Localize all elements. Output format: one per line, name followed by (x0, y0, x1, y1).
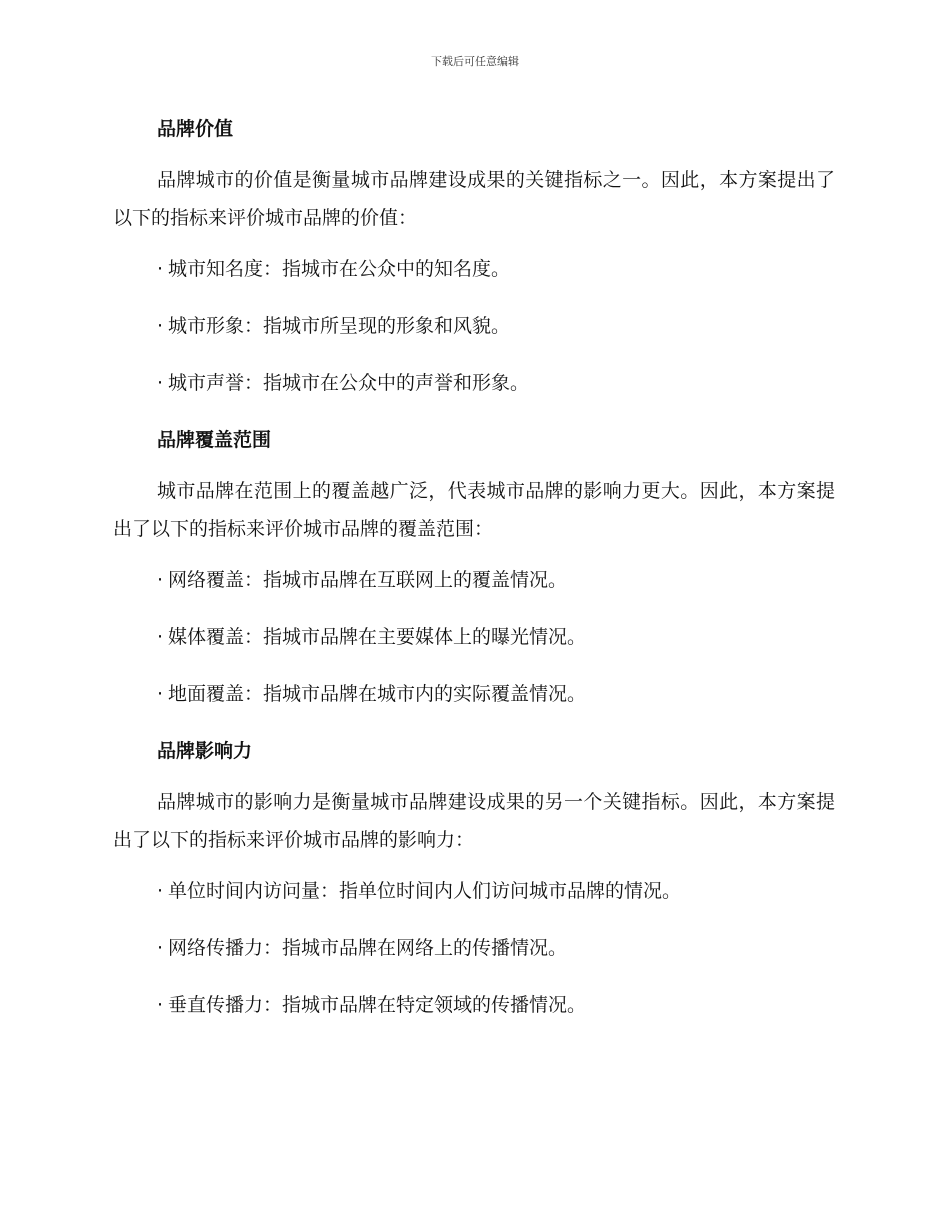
section-brand-coverage (113, 423, 835, 711)
bullet-icon: · (157, 880, 164, 902)
list-item-text: 城市知名度：指城市在公众中的知名度。 (168, 258, 511, 280)
bullet-icon: · (157, 372, 164, 394)
list-item (113, 677, 835, 711)
list-item-text: 网络覆盖：指城市品牌在互联网上的覆盖情况。 (168, 569, 568, 591)
section-heading: 品牌价值 (157, 118, 234, 140)
list-item (113, 366, 835, 400)
page-header: 下载后可任意编辑 (431, 55, 519, 68)
bullet-icon: · (157, 258, 164, 280)
list-item-text: 城市形象：指城市所呈现的形象和风貌。 (168, 315, 511, 337)
section-paragraph: 品牌城市的影响力是衡量城市品牌建设成果的另一个关键指标。因此，本方案提出了以下的指标来评价城市品牌的影响力： (113, 791, 835, 851)
section-heading: 品牌影响力 (157, 740, 253, 762)
bullet-icon: · (157, 937, 164, 959)
list-item-text: 地面覆盖：指城市品牌在城市内的实际覆盖情况。 (168, 683, 587, 705)
bullet-icon: · (157, 994, 164, 1016)
document-body (113, 112, 835, 1045)
list-item-text: 城市声誉：指城市在公众中的声誉和形象。 (168, 372, 530, 394)
list-item (113, 563, 835, 597)
list-item-text: 垂直传播力：指城市品牌在特定领域的传播情况。 (168, 994, 587, 1016)
list-item (113, 620, 835, 654)
list-item (113, 309, 835, 343)
section-paragraph: 城市品牌在范围上的覆盖越广泛，代表城市品牌的影响力更大。因此，本方案提出了以下的指标来评价城市品牌的覆盖范围： (113, 480, 835, 540)
list-item (113, 252, 835, 286)
list-item-text: 网络传播力：指城市品牌在网络上的传播情况。 (168, 937, 568, 959)
list-item-text: 媒体覆盖：指城市品牌在主要媒体上的曝光情况。 (168, 626, 587, 648)
list-item (113, 988, 835, 1022)
list-item (113, 931, 835, 965)
list-item (113, 874, 835, 908)
list-item-text: 单位时间内访问量：指单位时间内人们访问城市品牌的情况。 (168, 880, 682, 902)
section-paragraph: 品牌城市的价值是衡量城市品牌建设成果的关键指标之一。因此，本方案提出了以下的指标来评价城市品牌的价值： (113, 169, 835, 229)
bullet-icon: · (157, 626, 164, 648)
bullet-icon: · (157, 315, 164, 337)
section-brand-value (113, 112, 835, 400)
bullet-icon: · (157, 683, 164, 705)
bullet-icon: · (157, 569, 164, 591)
section-heading: 品牌覆盖范围 (157, 429, 272, 451)
section-brand-influence (113, 734, 835, 1022)
